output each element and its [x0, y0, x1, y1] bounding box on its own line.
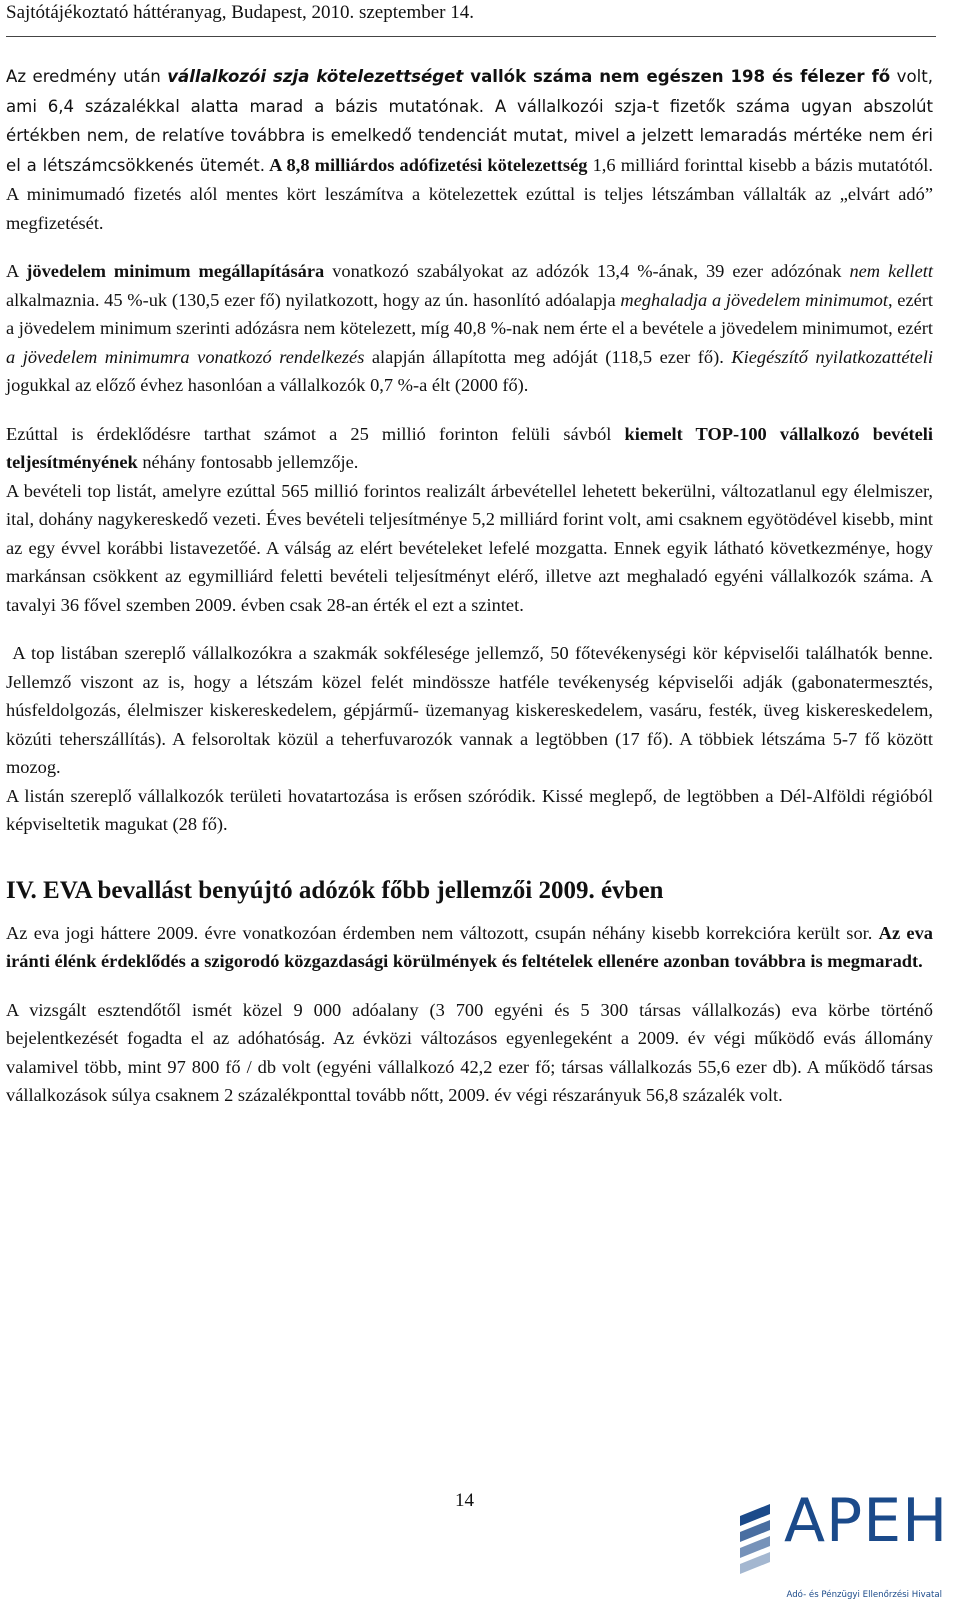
apeh-logo [730, 1466, 949, 1606]
paragraph-eva-stats: A vizsgált esztendőtől ismét közel 9 000 adóalany (3 700 egyéni és 5 300 társas vállalkozás) eva körbe történő bejelentkezését fogadta el az adóhatóság. Az évközi változásos egyenlegeként a 2009. év végi működő evás állomány valamivel több, mint 97 800 fő / db volt (egyéni vállalkozó 42,2 ezer fő; társas vállalkozás 55,6 ezer db). A működő társas vállalkozások súlya csaknem 2 százalékponttal tovább nőtt, 2009. év végi részarányuk 56,8 százalék volt. [6, 999, 933, 1105]
paragraph-regions: A listán szereplő vállalkozók területi hovatartozása is erősen szóródik. Kissé meglepő, de legtöbben a Dél-Alföldi régióból képviseltetik magukat (28 fő). [6, 785, 933, 834]
logo-wordmark: APEH [784, 1486, 949, 1556]
document-body [6, 62, 938, 1110]
paragraph-top100-intro: Ezúttal is érdeklődésre tarthat számot a 25 millió forinton felüli sávból kiemelt TOP-100 vállalkozó bevételi teljesítményének néhány fontosabb jellemzője. [6, 423, 933, 472]
paragraph-jovedelem-minimum: A jövedelem minimum megállapítására vonatkozó szabályokat az adózók 13,4 %-ának, 39 ezer adózónak nem kellett alkalmaznia. 45 %-uk (130,5 ezer fő) nyilatkozott, hogy az ún. hasonlító adóalapja meghaladja a jövedelem minimumot, ezért a jövedelem minimum szerinti adózásra nem kötelezett, míg 40,8 %-nak nem érte el a bevétele a jövedelem minimumot, ezért a jövedelem minimumra vonatkozó rendelkezés alapján állapította meg adóját (118,5 ezer fő). Kiegészítő nyilatkozattételi jogukkal az előző évhez hasonlóan a vállalkozók 0,7 %-a élt (2000 fő). [6, 261, 934, 395]
paragraph-top-list: A bevételi top listát, amelyre ezúttal 565 millió forintos realizált árbevétellel lehetett bekerülni, változatlanul egy élelmiszer, ital, dohány nagykereskedő vezeti. Éves bevételi teljesítménye 5,2 milliárd forint volt, ami csaknem egyötödével kisebb, mint az egy évvel korábbi listavezetőé. A válság az elért bevételeket lefelé mozgatta. Ennek egyik látható következménye, hogy markánsan csökkent az egymilliárd feletti bevételi teljesítményt elérő, illetve azt meghaladó egyéni vállalkozók száma. A tavalyi 36 fővel szemben 2009. évben csak 28-an érték el ezt a szintet. [6, 480, 933, 615]
page-number: 14 [455, 1490, 474, 1511]
header-rule [6, 36, 936, 37]
paragraph-szja: Az eredmény után vállalkozói szja kötelezettséget vallók száma nem egészen 198 és félezer fő volt, ami 6,4 százalékkal alatta marad a bázis mutatónak. A vállalkozói szja-t fizetők száma ugyan abszolút értékben nem, de relatíve továbbra is emelkedő tendenciát mutat, mivel a jelzett lemaradás mértéke nem éri el a létszámcsökkenés ütemét. A 8,8 milliárdos adófizetési kötelezettség 1,6 milliárd forinttal kisebb a bázis mutatótól. A minimumadó fizetés alól mentes kört leszámítva a kötelezettek ezúttal is teljes létszámban vállalták az „elvárt adó” megfizetését. [6, 67, 933, 233]
logo-tagline: Adó- és Pénzügyi Ellenőrzési Hivatal [786, 1590, 942, 1600]
paragraph-eva-legal: Az eva jogi háttere 2009. évre vonatkozóan érdemben nem változott, csupán néhány kisebb korrekcióra került sor. Az eva iránti élénk érdeklődés a szigorodó közgazdasági körülmények és feltételek ellenére azonban továbbra is megmaradt. [6, 922, 933, 971]
paragraph-professions: A top listában szereplő vállalkozókra a szakmák sokfélesége jellemző, 50 főtevékenységi kör képviselői találhatók benne. Jellemző viszont az is, hogy a létszám közel felét mindössze hatféle tevékenység képviselői adják (gabonatermesztés, húsfeldolgozás, élelmiszer kiskereskedelem, gépjármű- üzemanyag kiskereskedelem, vasáru, festék, üveg kiskereskedelem, közúti teherszállítás). A felsoroltak közül a teherfuvarozók vannak a legtöbben (17 fő). A többiek létszáma 5-7 fő között mozog. [6, 643, 938, 777]
section-heading: IV. EVA bevallást benyújtó adózók főbb jellemzői 2009. évben [6, 876, 664, 904]
running-header: Sajtótájékoztató háttéranyag, Budapest, 2010. szeptember 14. [6, 2, 474, 23]
